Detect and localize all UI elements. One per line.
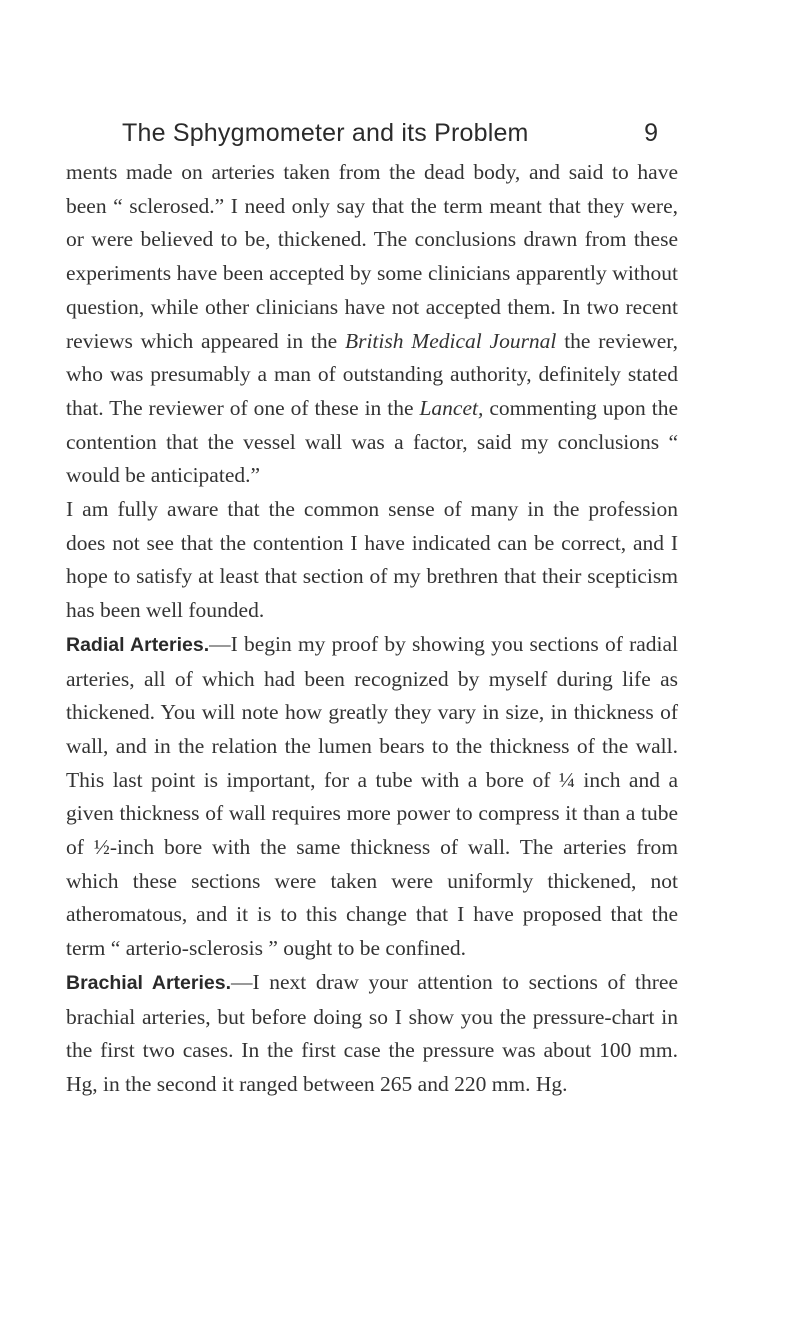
paragraph-2 <box>66 493 678 628</box>
paragraph-3-text: —I begin my proof by showing you sections of radial arteries, all of which had been recognized by myself during life as thickened. You will note how greatly they vary in size, in thickness of wall, and in the relation the lumen bears to the thickness of the wall. This last point is important, for a tube with a bore of ¼ inch and a given thickness of wall requires more power to compress it than a tube of ½-inch bore with the same thickness of wall. The arteries from which these sections were taken were uniformly thickened, not atheromatous, and it is to this change that I have proposed that the term “ arterio-sclerosis ” ought to be confined. <box>66 631 679 961</box>
journal-title-bmj: British Medical Journal <box>344 328 557 353</box>
paragraph-1-text-b: the reviewer, who was presumably a man of outstanding authority, definitely stated that. The reviewer of one of these in the <box>66 328 678 420</box>
body-text <box>66 156 678 1102</box>
section-heading-brachial-arteries: Brachial Arteries. <box>66 971 231 994</box>
paragraph-1-text-a: ments made on arteries taken from the dead body, and said to have been “ sclerosed.” I need only say that the term meant that they were, or were believed to be, thickened. The conclusions drawn from these experiments have been accepted by some clinicians apparently without question, while other clinicians have not accepted them. In two recent reviews which appeared in the <box>66 160 678 353</box>
paragraph-1-text-c: commenting upon the contention that the vessel wall was a factor, said my conclusions “ would be anticipated.” <box>66 395 678 488</box>
paragraph-4 <box>66 966 678 1102</box>
paragraph-4-text: —I next draw your attention to sections of three brachial arteries, but before doing so I show you the pressure-chart in the first two cases. In the first case the pressure was about 100 mm. Hg, in the second it ranged between 265 and 220 mm. Hg. <box>66 969 678 1096</box>
paragraph-2-text: I am fully aware that the common sense of many in the profession does not see that the contention I have indicated can be correct, and I hope to satisfy at least that section of my brethren that their scepticism has been well founded. <box>66 497 678 623</box>
page-header <box>122 116 658 150</box>
journal-title-lancet: Lancet, <box>419 395 484 420</box>
page-number: 9 <box>644 119 658 147</box>
paragraph-3 <box>66 628 678 966</box>
running-title: The Sphygmometer and its Problem <box>122 119 529 147</box>
paragraph-1 <box>66 156 678 493</box>
section-heading-radial-arteries: Radial Arteries. <box>66 633 210 656</box>
